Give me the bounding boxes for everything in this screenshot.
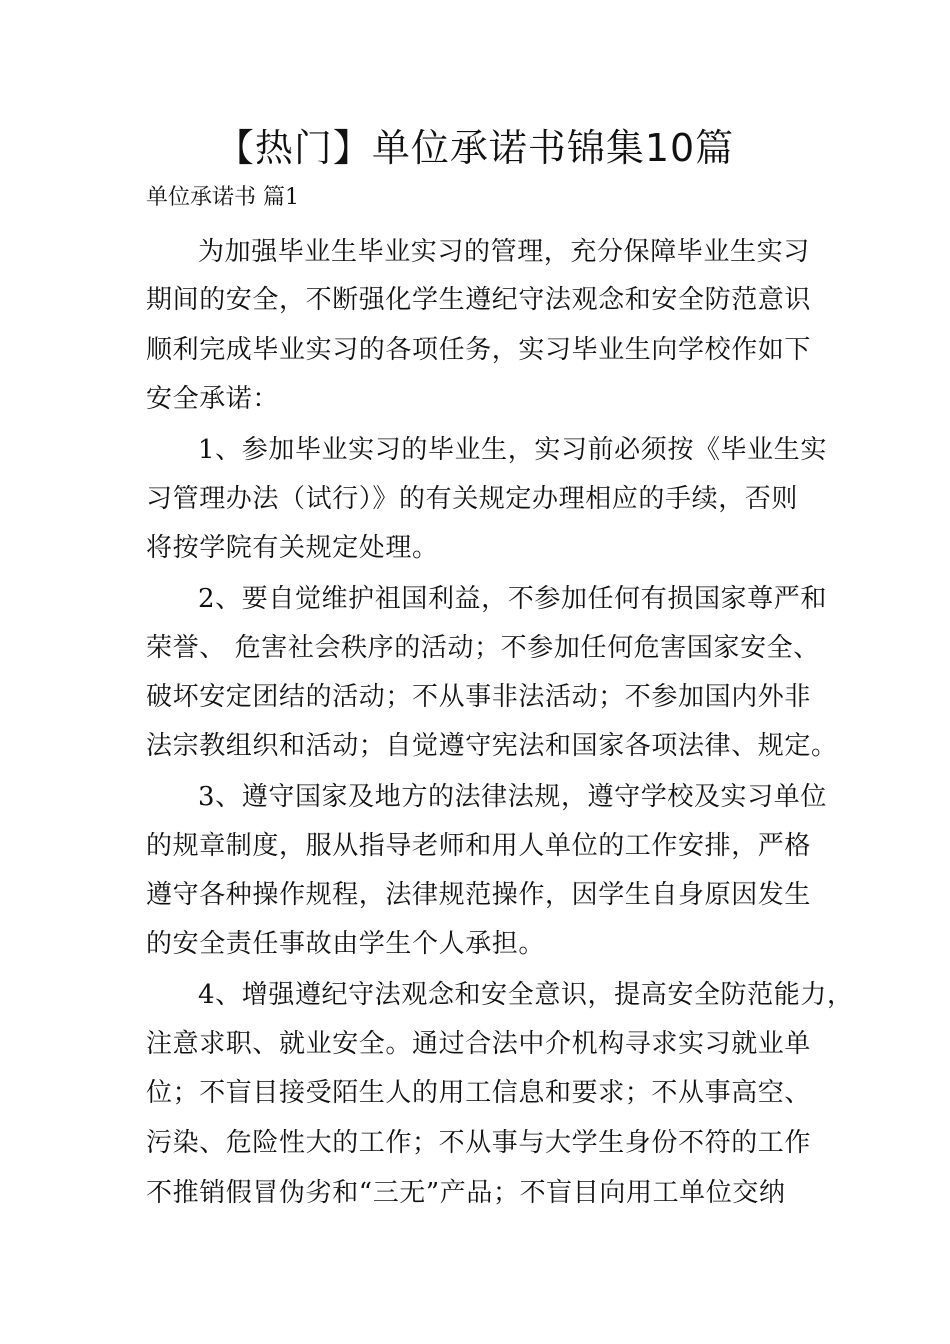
paragraph-line: 习管理办法（试行）》的有关规定办理相应的手续，否则 [146,484,799,514]
paragraph-line: 顺利完成毕业实习的各项任务，实习毕业生向学校作如下 [146,335,812,365]
paragraph-line: 位；不盲目接受陌生人的用工信息和要求；不从事高空、 [146,1078,812,1108]
paragraph-line: 安全承诺： [146,384,280,414]
paragraph-line: 的规章制度，服从指导老师和用人单位的工作安排，严格 [146,831,812,861]
paragraph-line: 遵守各种操作规程，法律规范操作，因学生自身原因发生 [146,880,812,910]
paragraph-line: 4、增强遵纪守法观念和安全意识，提高安全防范能力， [198,980,854,1010]
paragraph-line: 2、要自觉维护祖国利益，不参加任何有损国家尊严和 [198,584,827,614]
paragraph-line: 的安全责任事故由学生个人承担。 [146,929,546,959]
paragraph-line: 1、参加毕业实习的毕业生，实习前必须按《毕业生实 [198,435,827,465]
paragraph-line: 注意求职、就业安全。通过合法中介机构寻求实习就业单 [146,1029,812,1059]
document-title: 【热门】单位承诺书锦集10篇 [215,126,735,170]
paragraph-line: 将按学院有关规定处理。 [146,533,439,563]
paragraph-line: 污染、危险性大的工作；不从事与大学生身份不符的工作 [146,1128,812,1158]
paragraph-line: 为加强毕业生毕业实习的管理，充分保障毕业生实习 [198,237,810,267]
paragraph-line: 破坏安定团结的活动；不从事非法活动；不参加国内外非 [146,682,812,712]
paragraph-line: 荣誉、 危害社会秩序的活动；不参加任何危害国家安全、 [146,633,820,663]
paragraph-line: 不推销假冒伪劣和“三无”产品；不盲目向用工单位交纳 [146,1178,786,1208]
paragraph-line: 法宗教组织和活动；自觉遵守宪法和国家各项法律、规定。 [146,731,838,761]
section-heading: 单位承诺书 篇1 [146,185,299,210]
paragraph-line: 期间的安全，不断强化学生遵纪守法观念和安全防范意识 [146,285,812,315]
paragraph-line: 3、遵守国家及地方的法律法规，遵守学校及实习单位 [198,782,827,812]
